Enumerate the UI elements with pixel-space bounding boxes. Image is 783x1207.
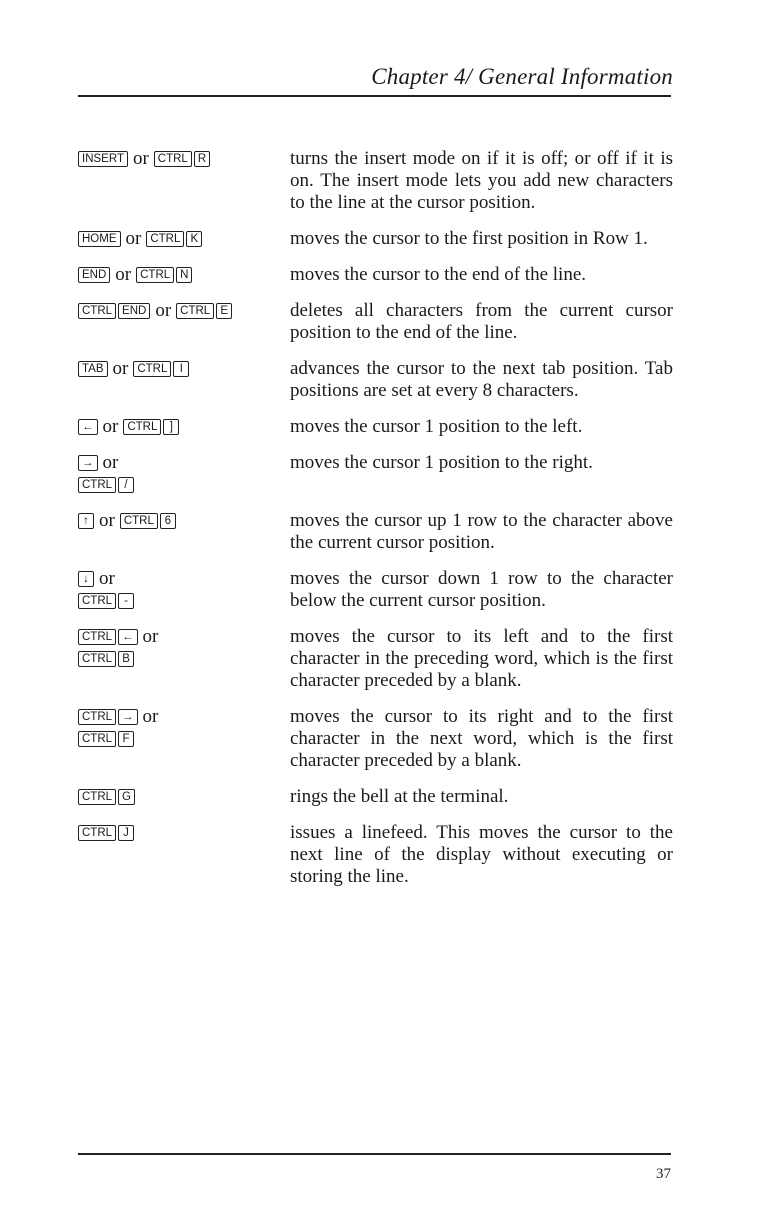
key-description: moves the cursor to the first position in Row 1. <box>290 228 648 249</box>
key-combination-line <box>78 300 290 322</box>
key-entry <box>78 568 673 612</box>
keycap: R <box>194 151 210 167</box>
keycap: CTRL <box>78 629 116 645</box>
or-separator: or <box>99 568 115 589</box>
key-combination-line <box>78 822 290 844</box>
keycap: / <box>118 477 134 493</box>
key-combination-line <box>78 648 290 670</box>
keycap: ↑ <box>78 513 94 529</box>
or-separator: or <box>155 300 172 321</box>
keycap: ← <box>118 629 138 645</box>
key-combination <box>78 148 290 214</box>
keycap: TAB <box>78 361 108 377</box>
keycap: 6 <box>160 513 176 529</box>
key-combination-line <box>78 728 290 750</box>
keycap: CTRL <box>78 651 116 667</box>
page-number: 37 <box>656 1166 671 1182</box>
or-separator: or <box>142 706 159 727</box>
keycap: HOME <box>78 231 121 247</box>
key-description: rings the bell at the terminal. <box>290 786 509 807</box>
key-entry <box>78 228 673 250</box>
key-combination <box>78 786 290 808</box>
key-combination <box>78 416 290 438</box>
key-combination <box>78 452 290 496</box>
or-separator: or <box>142 626 159 647</box>
key-combination-line <box>78 358 290 380</box>
key-combination <box>78 706 290 772</box>
key-entry <box>78 706 673 772</box>
key-combination <box>78 264 290 286</box>
keycap: CTRL <box>120 513 158 529</box>
keycap: CTRL <box>78 477 116 493</box>
footer-rule <box>78 1153 671 1155</box>
keycap: CTRL <box>78 825 116 841</box>
keycap: E <box>216 303 232 319</box>
keycap: ← <box>78 419 98 435</box>
key-description: issues a linefeed. This moves the cursor to the next line of the display without executing or storing the line. <box>290 822 673 887</box>
key-description: deletes all characters from the current cursor position to the end of the line. <box>290 300 673 343</box>
or-separator: or <box>102 416 119 437</box>
keycap: → <box>78 455 98 471</box>
keycap: K <box>186 231 202 247</box>
key-entry <box>78 358 673 402</box>
key-combination-line <box>78 590 290 612</box>
key-combination-line <box>78 786 290 808</box>
key-reference-list <box>78 148 673 902</box>
keycap: G <box>118 789 135 805</box>
key-entry <box>78 416 673 438</box>
keycap: B <box>118 651 134 667</box>
keycap: INSERT <box>78 151 128 167</box>
key-entry <box>78 264 673 286</box>
key-combination <box>78 300 290 344</box>
key-combination <box>78 626 290 692</box>
key-description: moves the cursor to its left and to the first character in the preceding word, which is the first character preceded by a blank. <box>290 626 673 691</box>
or-separator: or <box>125 228 142 249</box>
or-separator: or <box>112 358 129 379</box>
key-entry <box>78 452 673 496</box>
key-description: advances the cursor to the next tab position. Tab positions are set at every 8 characters. <box>290 358 673 401</box>
key-combination <box>78 568 290 612</box>
keycap: N <box>176 267 192 283</box>
key-description: moves the cursor down 1 row to the character below the current cursor position. <box>290 568 673 611</box>
keycap: CTRL <box>123 419 161 435</box>
key-combination-line <box>78 568 290 590</box>
key-combination <box>78 358 290 402</box>
keycap: J <box>118 825 134 841</box>
header-rule <box>78 95 671 97</box>
keycap: CTRL <box>176 303 214 319</box>
key-description: moves the cursor to its right and to the first character in the next word, which is the first character preceded by a blank. <box>290 706 673 771</box>
or-separator: or <box>115 264 132 285</box>
key-combination <box>78 510 290 554</box>
keycap: - <box>118 593 134 609</box>
running-head: Chapter 4/ General Information <box>371 64 673 89</box>
keycap: CTRL <box>78 731 116 747</box>
key-description: moves the cursor 1 position to the right. <box>290 452 593 473</box>
key-combination-line <box>78 264 290 286</box>
keycap: CTRL <box>78 593 116 609</box>
keycap: ] <box>163 419 179 435</box>
keycap: F <box>118 731 134 747</box>
or-separator: or <box>99 510 115 531</box>
keycap: CTRL <box>78 303 116 319</box>
key-combination-line <box>78 510 290 532</box>
key-combination-line <box>78 228 290 250</box>
key-entry <box>78 626 673 692</box>
key-description: moves the cursor up 1 row to the character above the current cursor position. <box>290 510 673 553</box>
key-description: turns the insert mode on if it is off; or off if it is on. The insert mode lets you add new characters to the line at the cursor position. <box>290 148 673 213</box>
keycap: CTRL <box>78 709 116 725</box>
key-entry <box>78 822 673 888</box>
keycap: CTRL <box>133 361 171 377</box>
keycap: END <box>78 267 110 283</box>
keycap: CTRL <box>154 151 192 167</box>
key-combination <box>78 228 290 250</box>
keycap: CTRL <box>78 789 116 805</box>
key-entry <box>78 300 673 344</box>
key-combination-line <box>78 416 290 438</box>
key-entry <box>78 148 673 214</box>
keycap: END <box>118 303 150 319</box>
key-entry <box>78 786 673 808</box>
keycap: ↓ <box>78 571 94 587</box>
key-combination-line <box>78 452 290 474</box>
or-separator: or <box>102 452 119 473</box>
key-combination-line <box>78 148 290 170</box>
keycap: → <box>118 709 138 725</box>
keycap: I <box>173 361 189 377</box>
key-combination-line <box>78 706 290 728</box>
key-combination-line <box>78 474 290 496</box>
key-combination-line <box>78 626 290 648</box>
keycap: CTRL <box>136 267 174 283</box>
key-description: moves the cursor to the end of the line. <box>290 264 587 285</box>
keycap: CTRL <box>146 231 184 247</box>
or-separator: or <box>132 148 149 169</box>
key-description: moves the cursor 1 position to the left. <box>290 416 583 437</box>
key-combination <box>78 822 290 888</box>
key-entry <box>78 510 673 554</box>
